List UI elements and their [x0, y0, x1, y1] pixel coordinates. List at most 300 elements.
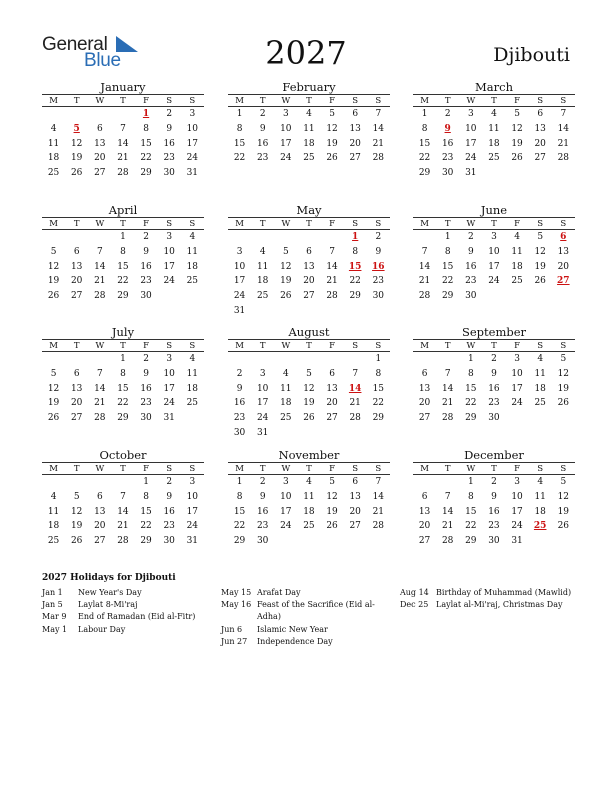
day-cell: 2: [236, 368, 243, 379]
day-cell: 1: [444, 232, 451, 242]
day-cell: 11: [303, 491, 315, 502]
day-cell: 12: [326, 123, 338, 134]
weekday-header: T: [73, 96, 80, 106]
day-cell: 13: [70, 383, 83, 394]
weekday-header: M: [420, 219, 429, 229]
day-cell: 15: [117, 383, 129, 394]
day-cell: 2: [143, 354, 149, 364]
weekday-header: T: [444, 464, 451, 474]
day-cell: 31: [511, 536, 523, 547]
day-cell: 10: [233, 261, 246, 272]
day-cell: 16: [140, 383, 152, 394]
weekday-header: F: [514, 341, 521, 351]
day-cell: 10: [465, 123, 477, 134]
weekday-header: S: [189, 96, 196, 106]
day-cell: 15: [465, 383, 477, 394]
day-cell: 9: [259, 123, 266, 134]
day-cell: 12: [534, 246, 546, 257]
holiday-item: [400, 599, 580, 611]
day-cell: 9: [259, 491, 266, 502]
holiday-day-cell: 16: [372, 261, 385, 272]
day-cell: 17: [511, 383, 523, 394]
day-cell: 8: [467, 491, 474, 502]
day-cell: 23: [233, 413, 246, 424]
day-cell: 27: [349, 521, 361, 532]
day-cell: 18: [186, 261, 199, 272]
day-cell: 27: [70, 291, 83, 302]
day-cell: 7: [329, 246, 335, 257]
day-cell: 19: [534, 261, 546, 272]
day-cell: 30: [441, 168, 454, 179]
day-cell: 6: [96, 491, 103, 502]
weekday-header: T: [491, 341, 497, 351]
day-cell: 30: [372, 291, 385, 302]
day-cell: 6: [73, 246, 80, 257]
weekday-header: S: [375, 464, 382, 474]
day-cell: 23: [488, 398, 500, 409]
day-cell: 21: [441, 398, 454, 409]
weekday-header: S: [189, 219, 196, 229]
weekday-header: F: [143, 341, 150, 351]
day-cell: 24: [511, 398, 523, 409]
day-cell: 26: [326, 521, 338, 532]
day-cell: 21: [94, 398, 106, 409]
weekday-header-row: [413, 339, 575, 352]
weekday-header: S: [352, 464, 359, 474]
day-cell: 22: [349, 276, 361, 287]
weekday-header-row: [228, 339, 390, 352]
weekday-header-row: [228, 94, 390, 107]
day-cell: 3: [166, 232, 173, 242]
weekday-header: M: [49, 341, 58, 351]
day-cell: 28: [94, 291, 106, 302]
weekday-header: W: [466, 219, 476, 229]
day-cell: 1: [236, 477, 243, 487]
empty-day-cell: [297, 230, 320, 245]
day-cell: 1: [421, 109, 428, 119]
weekday-header: S: [375, 219, 382, 229]
holiday-name: End of Ramadan (Eid al-Fitr): [78, 612, 196, 622]
month-title: August: [288, 325, 330, 339]
weekday-header: S: [166, 219, 173, 229]
day-cell: 18: [47, 521, 60, 532]
day-cell: 12: [47, 261, 60, 272]
day-cell: 27: [534, 153, 546, 164]
empty-day-cell: [413, 230, 436, 245]
holiday-date: Jan 1: [42, 588, 63, 597]
day-cell: 7: [120, 491, 126, 502]
day-cell: 2: [491, 477, 497, 487]
day-cell: 2: [444, 109, 451, 119]
day-cell: 8: [467, 368, 474, 379]
day-cell: 17: [163, 383, 175, 394]
day-grid: [228, 230, 390, 319]
day-cell: 27: [94, 536, 106, 547]
day-cell: 23: [465, 276, 477, 287]
day-cell: 28: [372, 521, 385, 532]
holiday-name: Laylat al-Mi'raj, Christmas Day: [436, 600, 563, 610]
day-cell: 8: [352, 246, 359, 257]
day-cell: 6: [306, 246, 312, 257]
empty-day-cell: [65, 352, 88, 367]
day-cell: 7: [96, 246, 103, 257]
holiday-date: May 16: [221, 600, 252, 610]
day-cell: 20: [70, 276, 83, 287]
month-august: [228, 325, 390, 441]
day-cell: 21: [117, 153, 129, 164]
day-cell: 30: [488, 413, 500, 424]
day-cell: 2: [491, 354, 497, 364]
day-cell: 19: [326, 506, 338, 517]
day-cell: 11: [511, 246, 523, 257]
day-cell: 25: [47, 536, 60, 547]
day-cell: 22: [140, 153, 152, 164]
day-cell: 6: [329, 368, 335, 379]
day-cell: 22: [117, 398, 129, 409]
day-cell: 12: [280, 261, 292, 272]
empty-day-cell: [297, 352, 320, 367]
day-cell: 16: [465, 261, 477, 272]
day-cell: 10: [511, 368, 523, 379]
day-cell: 22: [465, 398, 477, 409]
weekday-header-row: [42, 339, 204, 352]
holiday-item: [400, 587, 580, 599]
month-title: January: [100, 80, 146, 94]
holiday-column-2: [221, 587, 391, 648]
day-grid: [42, 107, 204, 181]
day-cell: 19: [47, 398, 60, 409]
day-cell: 26: [70, 536, 83, 547]
day-cell: 26: [70, 168, 83, 179]
month-title: October: [99, 448, 147, 462]
day-cell: 4: [514, 232, 520, 242]
weekday-header: F: [329, 219, 336, 229]
empty-day-cell: [111, 107, 134, 122]
weekday-header-row: [413, 94, 575, 107]
day-cell: 6: [96, 123, 103, 134]
weekday-header: T: [491, 464, 497, 474]
day-cell: 11: [47, 506, 60, 517]
weekday-header: S: [352, 341, 359, 351]
day-cell: 7: [560, 109, 567, 119]
month-july: [42, 325, 204, 426]
day-cell: 8: [444, 246, 451, 257]
day-cell: 13: [326, 383, 338, 394]
weekday-header: M: [49, 219, 58, 229]
day-cell: 25: [303, 153, 315, 164]
day-cell: 10: [280, 491, 292, 502]
holiday-name: Labour Day: [78, 624, 126, 634]
day-cell: 7: [444, 368, 451, 379]
day-cell: 8: [236, 123, 243, 134]
day-cell: 24: [163, 398, 175, 409]
day-cell: 19: [557, 383, 570, 394]
day-cell: 3: [259, 368, 266, 379]
day-cell: 23: [372, 276, 385, 287]
day-cell: 30: [163, 168, 175, 179]
weekday-header: W: [95, 341, 105, 351]
day-cell: 13: [418, 383, 431, 394]
day-cell: 29: [441, 291, 454, 302]
day-cell: 19: [303, 398, 315, 409]
day-cell: 23: [140, 398, 152, 409]
holiday-item: [42, 599, 212, 611]
weekday-header: S: [537, 464, 544, 474]
day-cell: 30: [163, 536, 175, 547]
day-cell: 3: [189, 109, 196, 119]
day-cell: 25: [534, 398, 546, 409]
day-cell: 12: [47, 383, 60, 394]
weekday-header: T: [444, 219, 451, 229]
day-cell: 24: [186, 153, 199, 164]
month-september: [413, 325, 575, 426]
day-cell: 28: [441, 413, 454, 424]
day-cell: 13: [94, 506, 106, 517]
day-cell: 14: [372, 491, 385, 502]
weekday-header: T: [306, 341, 312, 351]
day-cell: 18: [303, 506, 315, 517]
day-cell: 12: [557, 368, 570, 379]
day-cell: 26: [326, 153, 338, 164]
day-cell: 21: [349, 398, 361, 409]
day-cell: 11: [303, 123, 315, 134]
day-cell: 8: [236, 491, 243, 502]
weekday-header: T: [120, 341, 126, 351]
empty-day-cell: [436, 475, 459, 490]
day-cell: 29: [117, 413, 129, 424]
day-cell: 5: [73, 491, 80, 502]
day-cell: 4: [189, 232, 196, 242]
weekday-header: T: [73, 219, 80, 229]
day-cell: 22: [465, 521, 477, 532]
day-cell: 15: [465, 506, 477, 517]
day-cell: 16: [163, 506, 175, 517]
day-cell: 22: [372, 398, 385, 409]
day-cell: 3: [166, 354, 173, 364]
weekday-header: W: [466, 464, 476, 474]
day-cell: 26: [511, 153, 523, 164]
day-cell: 11: [186, 246, 199, 257]
day-cell: 10: [186, 123, 199, 134]
day-cell: 24: [256, 413, 269, 424]
empty-day-cell: [321, 230, 344, 245]
day-cell: 5: [537, 232, 544, 242]
weekday-header: S: [166, 464, 173, 474]
empty-day-cell: [228, 352, 251, 367]
weekday-header: T: [120, 219, 126, 229]
holidays-title: 2027 Holidays for Djibouti: [42, 573, 176, 583]
weekday-header: S: [560, 464, 567, 474]
day-cell: 17: [163, 261, 175, 272]
day-cell: 7: [352, 368, 359, 379]
holiday-day-cell: 25: [533, 521, 547, 532]
holiday-item: [42, 624, 212, 636]
day-cell: 21: [441, 521, 454, 532]
day-cell: 11: [280, 383, 292, 394]
day-cell: 24: [233, 291, 246, 302]
month-title: February: [282, 80, 336, 94]
month-title: July: [111, 325, 135, 339]
day-cell: 30: [465, 291, 477, 302]
weekday-header: F: [514, 219, 521, 229]
weekday-header: F: [143, 96, 150, 106]
day-cell: 10: [186, 491, 199, 502]
holiday-date: May 1: [42, 624, 68, 634]
day-cell: 26: [280, 291, 292, 302]
month-november: [228, 448, 390, 549]
weekday-header: S: [352, 219, 359, 229]
day-cell: 7: [375, 477, 382, 487]
day-cell: 22: [233, 153, 246, 164]
day-cell: 11: [488, 123, 500, 134]
day-cell: 22: [418, 153, 431, 164]
day-cell: 12: [557, 491, 570, 502]
logo-blue-text: Blue: [84, 50, 121, 71]
holiday-name: Arafat Day: [257, 588, 301, 597]
holiday-day-cell: 15: [348, 261, 362, 272]
day-cell: 26: [47, 413, 60, 424]
empty-day-cell: [65, 230, 88, 245]
weekday-header: S: [166, 341, 173, 351]
day-cell: 20: [326, 398, 338, 409]
day-cell: 13: [534, 123, 546, 134]
day-cell: 11: [47, 138, 60, 149]
weekday-header-row: [413, 462, 575, 475]
holiday-name: Islamic New Year: [257, 624, 328, 634]
day-cell: 24: [163, 276, 175, 287]
weekday-header: S: [166, 96, 173, 106]
holiday-date: Jun 27: [221, 636, 248, 646]
day-cell: 5: [560, 354, 567, 364]
weekday-header: S: [560, 96, 567, 106]
weekday-header: T: [73, 341, 80, 351]
day-cell: 25: [280, 413, 292, 424]
empty-day-cell: [88, 230, 111, 245]
weekday-header: S: [189, 464, 196, 474]
day-cell: 12: [303, 383, 315, 394]
day-cell: 25: [47, 168, 60, 179]
day-cell: 12: [511, 123, 523, 134]
empty-day-cell: [65, 107, 88, 122]
empty-day-cell: [274, 230, 297, 245]
day-cell: 24: [488, 276, 500, 287]
weekday-header-row: [228, 462, 390, 475]
day-cell: 31: [256, 427, 269, 438]
day-cell: 24: [186, 521, 199, 532]
day-cell: 30: [233, 427, 246, 438]
day-cell: 6: [352, 477, 359, 487]
weekday-header: M: [235, 219, 244, 229]
day-cell: 8: [120, 368, 126, 379]
day-cell: 29: [418, 168, 431, 179]
day-cell: 9: [467, 246, 474, 257]
day-cell: 14: [117, 138, 129, 149]
day-cell: 16: [140, 261, 152, 272]
day-grid: [42, 230, 204, 304]
day-cell: 4: [537, 354, 544, 364]
holiday-name: Independence Day: [257, 636, 333, 646]
day-cell: 9: [166, 123, 173, 134]
weekday-header: M: [49, 464, 58, 474]
weekday-header: S: [560, 219, 567, 229]
day-cell: 18: [534, 506, 546, 517]
day-cell: 17: [488, 261, 500, 272]
day-cell: 29: [140, 536, 152, 547]
day-cell: 10: [511, 491, 523, 502]
day-cell: 4: [259, 246, 266, 257]
day-cell: 28: [117, 168, 129, 179]
day-cell: 23: [488, 521, 500, 532]
day-cell: 6: [73, 368, 80, 379]
day-cell: 15: [233, 506, 246, 517]
day-cell: 17: [233, 276, 246, 287]
holiday-date: Dec 25: [400, 600, 429, 610]
weekday-header: W: [466, 96, 476, 106]
day-cell: 31: [233, 305, 246, 316]
empty-day-cell: [413, 352, 436, 367]
day-cell: 28: [418, 291, 431, 302]
weekday-header: W: [281, 219, 291, 229]
weekday-header: F: [143, 464, 150, 474]
weekday-header: F: [329, 96, 336, 106]
weekday-header-row: [42, 217, 204, 230]
day-cell: 26: [557, 398, 570, 409]
month-june: [413, 203, 575, 304]
day-cell: 18: [303, 138, 315, 149]
weekday-header: T: [73, 464, 80, 474]
weekday-header: M: [49, 96, 58, 106]
holiday-day-cell: 14: [348, 383, 362, 394]
day-cell: 14: [94, 261, 106, 272]
day-cell: 9: [143, 246, 149, 257]
empty-day-cell: [228, 230, 251, 245]
weekday-header-row: [42, 94, 204, 107]
weekday-header: M: [420, 464, 429, 474]
day-cell: 27: [94, 168, 106, 179]
day-cell: 27: [418, 536, 431, 547]
day-cell: 1: [120, 354, 126, 364]
weekday-header: T: [259, 96, 266, 106]
weekday-header: F: [143, 219, 150, 229]
day-cell: 13: [70, 261, 83, 272]
day-cell: 26: [534, 276, 546, 287]
day-cell: 2: [166, 109, 173, 119]
day-cell: 18: [256, 276, 269, 287]
day-cell: 14: [441, 383, 454, 394]
day-cell: 20: [70, 398, 83, 409]
day-cell: 9: [491, 368, 497, 379]
weekday-header: W: [281, 96, 291, 106]
weekday-header: M: [235, 96, 244, 106]
day-cell: 24: [280, 521, 292, 532]
day-cell: 4: [537, 477, 544, 487]
day-cell: 17: [511, 506, 523, 517]
day-cell: 1: [143, 477, 149, 487]
day-cell: 20: [349, 506, 361, 517]
empty-day-cell: [88, 107, 111, 122]
day-cell: 3: [491, 232, 497, 242]
day-cell: 14: [372, 123, 385, 134]
day-grid: [413, 352, 575, 426]
day-cell: 12: [326, 491, 338, 502]
day-cell: 17: [186, 138, 199, 149]
day-cell: 7: [421, 246, 428, 257]
day-cell: 14: [94, 383, 106, 394]
holiday-column-1: [42, 587, 212, 636]
day-cell: 23: [256, 153, 269, 164]
holiday-day-cell: 9: [444, 123, 451, 134]
day-cell: 17: [280, 138, 292, 149]
